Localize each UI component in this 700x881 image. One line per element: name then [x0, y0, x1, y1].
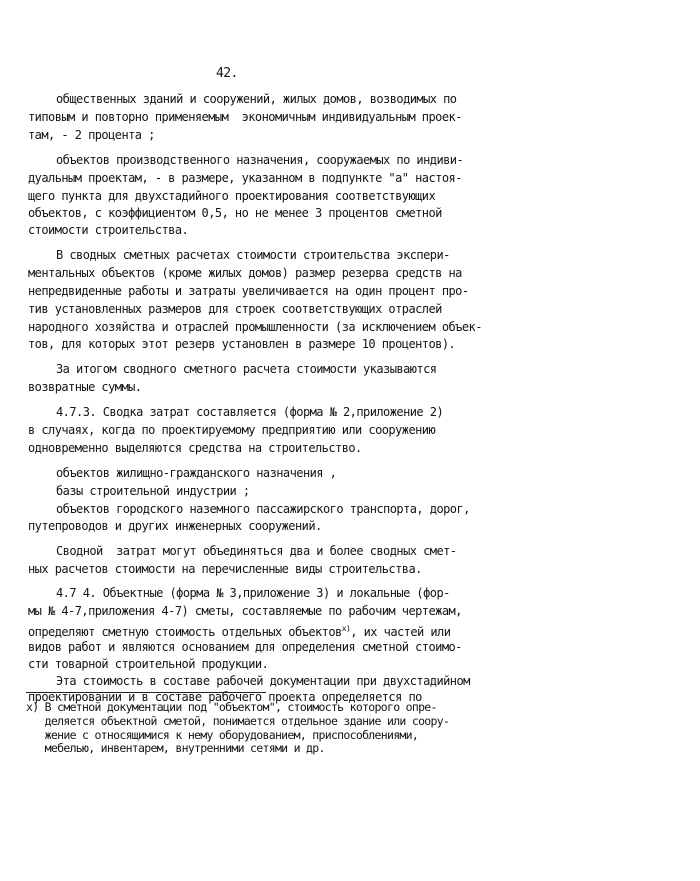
- footnote-marker: х): [341, 624, 351, 633]
- text-line: видов работ и являются основанием для определения сметной стоимо-: [28, 640, 462, 654]
- text-line: сти товарной строительной продукции.: [28, 657, 269, 671]
- text-line: 4.7 4. Объектные (форма № 3,приложение 3) и локальные (фор-: [56, 586, 450, 600]
- text-line: возвратные суммы.: [28, 380, 142, 394]
- text-line: В сводных сметных расчетах стоимости строительства экспери-: [56, 248, 450, 262]
- list-item: путепроводов и других инженерных сооружений.: [28, 519, 322, 533]
- list-item: базы строительной индустрии ;: [56, 484, 250, 498]
- text-line: тив установленных размеров для строек соответствующих отраслей: [28, 302, 442, 316]
- text-fragment: определяют сметную стоимость отдельных объектов: [28, 625, 342, 639]
- footnote-line: мебелью, инвентарем, внутренними сетями и др.: [26, 741, 325, 755]
- text-line: щего пункта для двухстадийного проектирования соответствующих: [28, 189, 436, 203]
- list-item: объектов жилищно-гражданского назначения ,: [56, 466, 337, 480]
- page-number: 42.: [216, 66, 238, 81]
- text-line: ментальных объектов (кроме жилых домов) размер резерва средств на: [28, 266, 462, 280]
- text-line: непредвиденные работы и затраты увеличивается на один процент про-: [28, 284, 469, 298]
- text-fragment: , их частей или: [350, 625, 451, 639]
- text-line: За итогом сводного сметного расчета стоимости указываются: [56, 362, 437, 376]
- text-line: проектировании и в составе рабочего проекта определяется по: [28, 690, 422, 704]
- footnote-separator: [26, 692, 266, 693]
- text-line: Эта стоимость в составе рабочей документации при двухстадийном: [56, 674, 470, 688]
- text-line: [28, 622, 450, 639]
- text-line: народного хозяйства и отраслей промышленности (за исключением объек-: [28, 320, 482, 334]
- text-line: ных расчетов стоимости на перечисленные виды строительства.: [28, 562, 422, 576]
- footnote-line: жение с относящимися к нему оборудованием, приспособлениями,: [26, 728, 419, 742]
- text-line: стоимости строительства.: [28, 223, 189, 237]
- text-line: 4.7.3. Сводка затрат составляется (форма № 2,приложение 2): [56, 405, 444, 419]
- text-line: в случаях, когда по проектируемому предприятию или сооружению: [28, 423, 436, 437]
- text-line: дуальным проектам, - в размере, указанном в подпункте "а" настоя-: [28, 171, 462, 185]
- text-line: одновременно выделяются средства на строительство.: [28, 441, 362, 455]
- footnote-line: деляется объектной сметой, понимается отдельное здание или соору-: [26, 714, 450, 728]
- list-item: объектов городского наземного пассажирского транспорта, дорог,: [56, 502, 470, 516]
- text-line: типовым и повторно применяемым экономичным индивидуальным проек-: [28, 110, 462, 124]
- text-line: там, - 2 процента ;: [28, 128, 155, 142]
- text-line: тов, для которых этот резерв установлен в размере 10 процентов).: [28, 337, 456, 351]
- footnote-line: х) В сметной документации под "объектом", стоимость которого опре-: [26, 700, 437, 714]
- text-line: объектов, с коэффициентом 0,5, но не менее 3 процентов сметной: [28, 206, 442, 220]
- text-line: общественных зданий и сооружений, жилых домов, возводимых по: [56, 92, 457, 106]
- text-line: мы № 4-7,приложения 4-7) сметы, составляемые по рабочим чертежам,: [28, 604, 462, 618]
- text-line: объектов производственного назначения, сооружаемых по индиви-: [56, 153, 464, 167]
- text-line: Сводной затрат могут объединяться два и более сводных смет-: [56, 544, 457, 558]
